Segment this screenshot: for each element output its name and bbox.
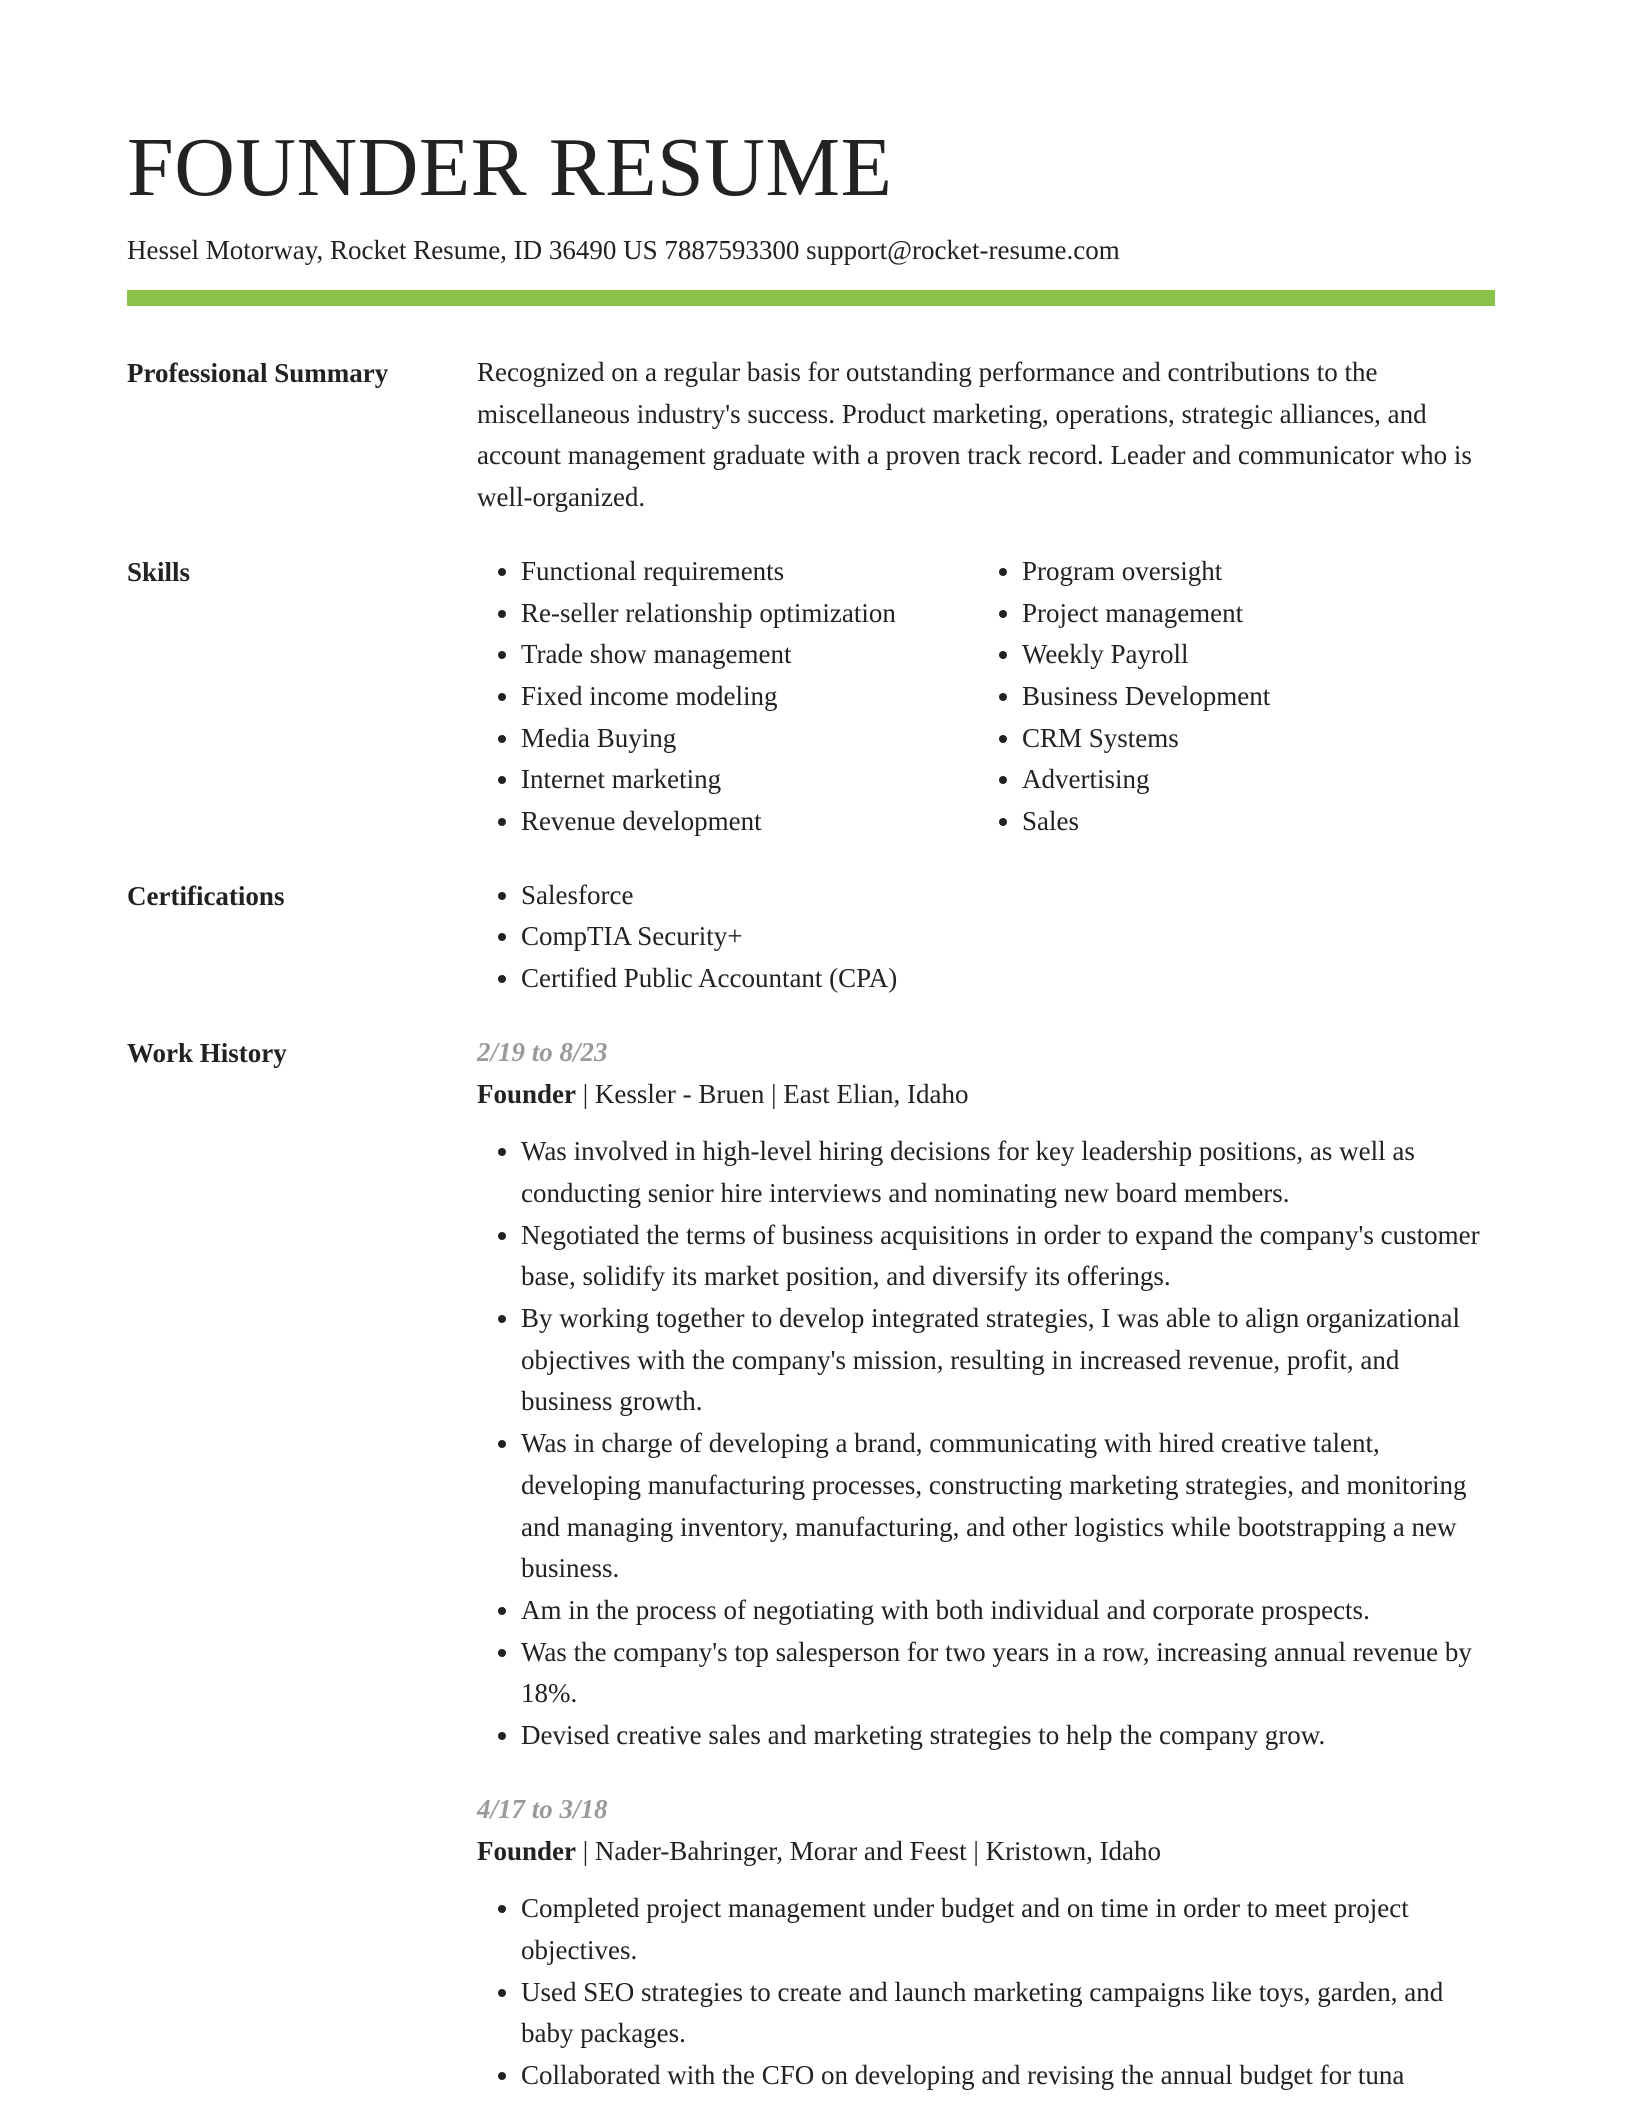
job-company-location: | Nader-Bahringer, Morar and Feest | Kristown, Idaho	[576, 1835, 1162, 1866]
resume-title: FOUNDER RESUME	[127, 121, 893, 214]
skills-heading: Skills	[127, 556, 191, 587]
jobs-container	[477, 1032, 1495, 2097]
skill-item: • Project management	[1022, 593, 1479, 635]
job-bullet-list	[477, 1131, 1495, 1757]
certifications-list	[477, 875, 1495, 1000]
summary-section	[127, 352, 1495, 519]
job-entry	[477, 1032, 1495, 1757]
job-bullet: • Was involved in high-level hiring decisions for key leadership positions, as well as conducting senior hire interviews and nominating new board members.	[521, 1131, 1495, 1214]
certifications-section	[127, 875, 1495, 1000]
job-company-location: | Kessler - Bruen | East Elian, Idaho	[576, 1078, 969, 1109]
skill-item: • Internet marketing	[521, 759, 978, 801]
skill-item: • Sales	[1022, 801, 1479, 843]
skills-list-left	[477, 551, 978, 843]
job-bullet: • Used SEO strategies to create and launch marketing campaigns like toys, garden, and baby packages.	[521, 1972, 1495, 2055]
summary-text: Recognized on a regular basis for outstanding performance and contributions to the miscellaneous industry's success. Product marketing, operations, strategic alliances, and account management graduate with a proven track record. Leader and communicator who is well-organized.	[477, 357, 1472, 513]
skill-item: • Weekly Payroll	[1022, 634, 1479, 676]
job-dates: 2/19 to 8/23	[477, 1036, 608, 1067]
job-entry	[477, 1789, 1495, 2097]
skill-item: • Revenue development	[521, 801, 978, 843]
job-bullet: • By working together to develop integrated strategies, I was able to align organizational objectives with the company's mission, resulting in increased revenue, profit, and business growth.	[521, 1298, 1495, 1423]
resume-page	[127, 118, 1495, 2097]
skills-section	[127, 551, 1495, 843]
skill-item: • Program oversight	[1022, 551, 1479, 593]
skill-item: • Advertising	[1022, 759, 1479, 801]
job-bullet: • Negotiated the terms of business acquisitions in order to expand the company's customer base, solidify its market position, and diversify its offerings.	[521, 1215, 1495, 1298]
job-title: Founder	[477, 1078, 577, 1109]
skill-item: • Media Buying	[521, 718, 978, 760]
job-bullet: • Was the company's top salesperson for two years in a row, increasing annual revenue by 18%.	[521, 1632, 1495, 1715]
job-bullet-list	[477, 1888, 1495, 2097]
job-dates: 4/17 to 3/18	[477, 1793, 608, 1824]
job-bullet: • Collaborated with the CFO on developing and revising the annual budget for tuna	[521, 2055, 1495, 2097]
skill-item: • Functional requirements	[521, 551, 978, 593]
certification-item: • CompTIA Security+	[521, 916, 1495, 958]
job-title: Founder	[477, 1835, 577, 1866]
job-bullet: • Devised creative sales and marketing strategies to help the company grow.	[521, 1715, 1495, 1757]
contact-line: Hessel Motorway, Rocket Resume, ID 36490 US 7887593300 support@rocket-resume.com	[127, 235, 1120, 265]
job-bullet: • Completed project management under budget and on time in order to meet project objectives.	[521, 1888, 1495, 1971]
certification-item: • Salesforce	[521, 875, 1495, 917]
skill-item: • Fixed income modeling	[521, 676, 978, 718]
certifications-heading: Certifications	[127, 880, 285, 911]
job-bullet: • Am in the process of negotiating with both individual and corporate prospects.	[521, 1590, 1495, 1632]
skills-list-right	[978, 551, 1479, 843]
skill-item: • Trade show management	[521, 634, 978, 676]
job-bullet: • Was in charge of developing a brand, communicating with hired creative talent, developing manufacturing processes, constructing marketing strategies, and monitoring and managing inventory, manufacturing, and other logistics while bootstrapping a new business.	[521, 1423, 1495, 1590]
work-history-heading: Work History	[127, 1037, 287, 1068]
accent-divider	[127, 290, 1495, 306]
skill-item: • Business Development	[1022, 676, 1479, 718]
job-heading	[477, 1831, 1495, 1873]
summary-heading: Professional Summary	[127, 358, 389, 388]
skill-item: • Re-seller relationship optimization	[521, 593, 978, 635]
work-history-section	[127, 1032, 1495, 2097]
skill-item: • CRM Systems	[1022, 718, 1479, 760]
certification-item: • Certified Public Accountant (CPA)	[521, 958, 1495, 1000]
job-heading	[477, 1074, 1495, 1116]
